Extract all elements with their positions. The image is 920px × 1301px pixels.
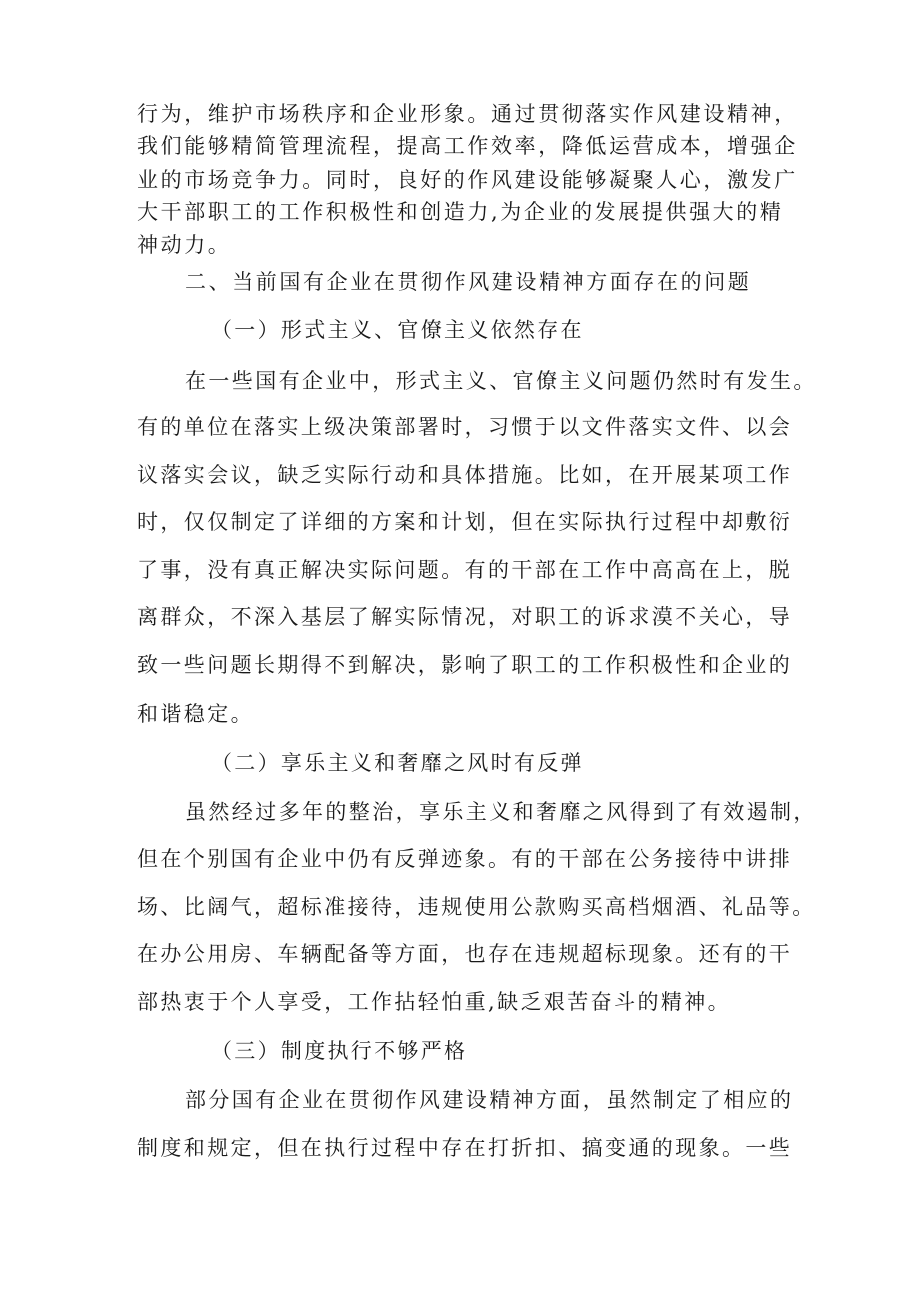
paragraph-line: 致一些问题长期得不到解决，影响了职工的工作积极性和企业的 (137, 653, 793, 677)
paragraph-line: 了事，没有真正解决实际问题。有的干部在工作中高高在上，脱 (137, 558, 793, 582)
paragraph-line: 在办公用房、车辆配备等方面，也存在违规超标现象。还有的干 (137, 942, 793, 966)
paragraph-line: 部分国有企业在贯彻作风建设精神方面，虽然制定了相应的 (185, 1088, 794, 1112)
paragraph-line: 行为，维护市场秩序和企业形象。通过贯彻落实作风建设精神， (137, 102, 798, 126)
paragraph-line: 场、比阔气，超标准接待，违规使用公款购买高档烟酒、礼品等。 (137, 895, 816, 919)
paragraph-line: 离群众，不深入基层了解实际情况，对职工的诉求漠不关心，导 (137, 605, 793, 629)
paragraph-line: 神动力。 (137, 233, 232, 257)
paragraph-line: 但在个别国有企业中仍有反弹迹象。有的干部在公务接待中讲排 (137, 847, 793, 871)
paragraph-line: 制度和规定，但在执行过程中存在打折扣、搞变通的现象。一些 (137, 1136, 793, 1160)
paragraph-line: 虽然经过多年的整治，享乐主义和奢靡之风得到了有效遏制， (185, 800, 817, 824)
paragraph-line: 大干部职工的工作积极性和创造力,为企业的发展提供强大的精 (137, 200, 784, 224)
paragraph-line: 和谐稳定。 (137, 702, 254, 726)
subsection-heading: （二）享乐主义和奢靡之风时有反弹 (211, 751, 584, 775)
paragraph-line: 我们能够精简管理流程，提高工作效率，降低运营成本，增强企 (137, 134, 798, 158)
paragraph-line: 时，仅仅制定了详细的方案和计划，但在实际执行过程中却敷衍 (137, 510, 793, 534)
subsection-heading: （一）形式主义、官僚主义依然存在 (211, 318, 584, 342)
section-heading: 二、当前国有企业在贯彻作风建设精神方面存在的问题 (185, 270, 752, 294)
paragraph-line: 业的市场竞争力。同时，良好的作风建设能够凝聚人心，激发广 (137, 168, 798, 192)
paragraph-line: 在一些国有企业中，形式主义、官僚主义问题仍然时有发生。 (185, 369, 817, 393)
subsection-heading: （三）制度执行不够严格 (211, 1039, 468, 1063)
paragraph-line: 有的单位在落实上级决策部署时，习惯于以文件落实文件、以会 (137, 415, 793, 439)
paragraph-line: 部热衷于个人享受，工作拈轻怕重,缺乏艰苦奋斗的精神。 (137, 990, 732, 1014)
paragraph-line: 议落实会议，缺乏实际行动和具体措施。比如，在开展某项工作 (137, 463, 793, 487)
